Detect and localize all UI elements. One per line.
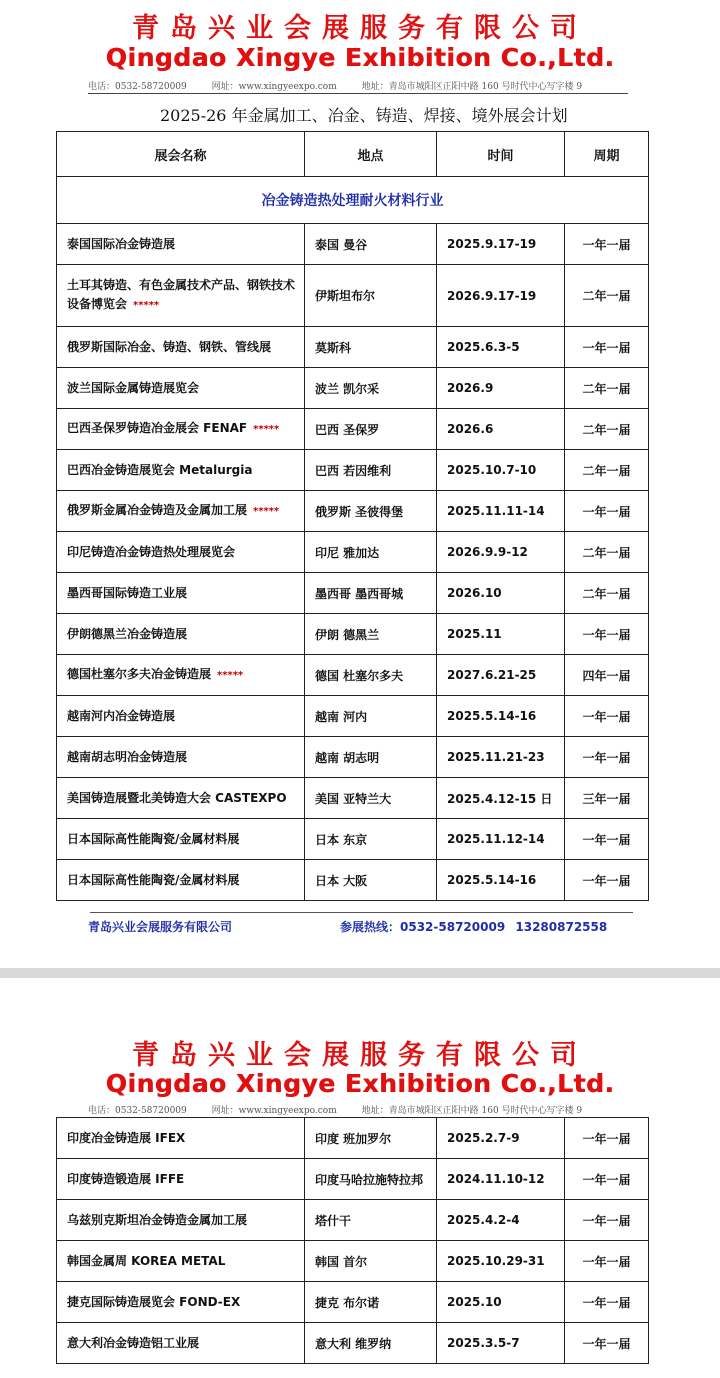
exhibition-cycle [565,327,649,368]
exhibition-location-text: 印尼 雅加达 [315,545,380,560]
exhibition-name-text: 墨西哥国际铸造工业展 [67,585,188,600]
exhibition-cycle [565,737,649,778]
exhibition-name [57,1323,305,1364]
table-row [57,1200,649,1241]
exhibition-cycle [565,778,649,819]
table-row [57,1241,649,1282]
table-row [57,573,649,614]
table-header-row [57,132,649,177]
exhibition-name-text: 巴西圣保罗铸造冶金展会 FENAF [67,421,248,435]
exhibition-name [57,573,305,614]
exhibition-location [305,737,437,778]
company-name-en: Qingdao Xingye Exhibition Co.,Ltd. [105,43,615,72]
footer-company: 青岛兴业会展服务有限公司 [88,920,233,934]
exhibition-cycle-text: 二年一届 [582,463,631,478]
exhibition-name [57,1282,305,1323]
exhibition-location [305,1323,437,1364]
exhibition-name [57,737,305,778]
exhibition-name-text: 意大利冶金铸造铝工业展 [67,1335,200,1350]
exhibition-location-text: 巴西 圣保罗 [315,422,380,437]
table-row [57,450,649,491]
page-separator [0,968,720,978]
exhibition-location [305,614,437,655]
exhibition-name-text: 俄罗斯国际冶金、铸造、钢铁、管线展 [67,339,272,354]
table-row [57,696,649,737]
table-row [57,327,649,368]
exhibition-location [305,655,437,696]
exhibition-cycle [565,1159,649,1200]
header-name: 展会名称 [57,132,305,177]
phone: 电话：0532-58720009 [88,1106,187,1116]
exhibition-location [305,778,437,819]
exhibition-time [437,1323,565,1364]
exhibition-time [437,224,565,265]
table-row [57,614,649,655]
exhibition-time-text: 2025.2.7-9 [447,1131,520,1145]
exhibition-location-text: 伊朗 德黑兰 [315,627,380,642]
exhibition-time [437,1118,565,1159]
exhibition-location [305,1282,437,1323]
recommended-stars: ***** [217,670,244,681]
exhibition-name-text: 印度铸造锻造展 IFFE [67,1171,185,1186]
exhibition-cycle [565,1118,649,1159]
exhibition-location [305,450,437,491]
exhibition-time [437,819,565,860]
exhibition-name-text: 印度冶金铸造展 IFEX [67,1130,186,1145]
exhibition-name-text: 越南河内冶金铸造展 [67,708,176,723]
exhibition-cycle-text: 一年一届 [582,709,631,724]
exhibition-cycle-text: 一年一届 [582,873,631,888]
exhibition-name [57,1241,305,1282]
website: 网址：www.xingyeexpo.com [211,1106,337,1116]
exhibition-cycle-text: 一年一届 [582,832,631,847]
exhibition-cycle [565,1200,649,1241]
exhibition-location-text: 日本 东京 [315,832,368,847]
exhibition-name-text: 印尼铸造冶金铸造热处理展览会 [67,544,236,559]
exhibition-location-text: 越南 河内 [315,709,368,724]
recommended-stars: ***** [253,424,280,435]
exhibition-location [305,265,437,327]
exhibition-location [305,1200,437,1241]
exhibition-name [57,655,305,696]
exhibition-name-text: 巴西冶金铸造展览会 Metalurgia [67,462,253,477]
exhibition-location-text: 捷克 布尔诺 [315,1295,380,1310]
exhibition-cycle [565,655,649,696]
exhibition-cycle [565,265,649,327]
exhibition-time [437,491,565,532]
table-row [57,409,649,450]
exhibition-name [57,1159,305,1200]
exhibition-cycle [565,1282,649,1323]
exhibition-name-text: 泰国国际冶金铸造展 [67,236,176,251]
exhibition-name [57,819,305,860]
exhibition-location [305,327,437,368]
exhibition-name-text: 土耳其铸造、有色金属技术产品、钢铁技术设备博览会 [67,278,296,311]
exhibition-time [437,696,565,737]
table-row [57,860,649,901]
exhibition-time-text: 2025.3.5-7 [447,1336,520,1350]
exhibition-cycle-text: 一年一届 [582,504,631,519]
exhibition-time [437,368,565,409]
exhibition-cycle-text: 二年一届 [582,381,631,396]
exhibition-time-text: 2025.9.17-19 [447,237,537,251]
exhibition-location-text: 越南 胡志明 [315,750,380,765]
exhibition-cycle-text: 二年一届 [582,586,631,601]
exhibition-name [57,778,305,819]
table-row [57,819,649,860]
exhibition-name-text: 日本国际高性能陶瓷/金属材料展 [67,872,240,887]
exhibition-time-text: 2025.10.29-31 [447,1254,545,1268]
exhibition-time-text: 2026.6 [447,422,494,436]
hotline-phone: 参展热线：0532-58720009 [340,920,506,934]
table-row [57,265,649,327]
company-name-cn: 青岛兴业会展服务有限公司 [132,13,588,44]
exhibition-name [57,491,305,532]
exhibition-location [305,1118,437,1159]
exhibition-location-text: 俄罗斯 圣彼得堡 [315,504,404,519]
exhibition-time [437,1200,565,1241]
exhibition-time-text: 2025.4.12-15 日 [447,791,553,806]
exhibition-location-text: 墨西哥 墨西哥城 [315,586,404,601]
exhibition-cycle [565,224,649,265]
exhibition-cycle [565,614,649,655]
exhibition-time [437,573,565,614]
exhibition-name-text: 乌兹别克斯坦冶金铸造金属加工展 [67,1212,248,1227]
exhibition-cycle-text: 三年一届 [582,791,631,806]
exhibition-time [437,860,565,901]
exhibition-name [57,1118,305,1159]
exhibition-name [57,409,305,450]
exhibition-time-text: 2025.11 [447,627,502,641]
exhibition-location [305,1159,437,1200]
exhibition-time-text: 2025.11.12-14 [447,832,545,846]
section-title: 冶金铸造热处理耐火材料行业 [57,177,649,224]
exhibition-cycle-text: 一年一届 [582,1254,631,1269]
section-row [57,177,649,224]
document-page-2 [0,978,720,1378]
exhibition-cycle [565,573,649,614]
exhibition-time-text: 2026.9.17-19 [447,288,537,303]
table-row [57,1282,649,1323]
exhibition-cycle-text: 一年一届 [582,340,631,355]
exhibition-location [305,368,437,409]
table-row [57,1323,649,1364]
exhibition-cycle [565,1241,649,1282]
footer-hotline [340,918,607,935]
exhibition-location-text: 塔什干 [315,1213,352,1228]
exhibition-time [437,409,565,450]
exhibition-location-text: 印度 班加罗尔 [315,1131,392,1146]
exhibition-time [437,532,565,573]
exhibition-time [437,265,565,327]
exhibition-time-text: 2025.5.14-16 [447,873,537,887]
exhibition-location-text: 德国 杜塞尔多夫 [315,668,404,683]
exhibition-cycle-text: 一年一届 [582,1131,631,1146]
table-row [57,1159,649,1200]
exhibition-cycle-text: 二年一届 [582,545,631,560]
exhibition-time-text: 2025.10 [447,1295,502,1309]
exhibition-location-text: 美国 亚特兰大 [315,791,392,806]
exhibition-name [57,696,305,737]
exhibition-location-text: 日本 大阪 [315,873,368,888]
table-row [57,491,649,532]
exhibition-cycle-text: 二年一届 [582,289,631,303]
table-row [57,655,649,696]
phone: 电话：0532-58720009 [88,82,187,92]
company-name-en: Qingdao Xingye Exhibition Co.,Ltd. [105,1069,615,1098]
exhibition-location [305,409,437,450]
exhibition-cycle-text: 一年一届 [582,1295,631,1310]
exhibition-location [305,573,437,614]
exhibition-time [437,327,565,368]
exhibition-cycle [565,532,649,573]
exhibition-time-text: 2025.11.21-23 [447,750,545,764]
exhibition-location-text: 意大利 维罗纳 [315,1336,392,1351]
contact-line [88,1103,628,1118]
exhibition-name-text: 美国铸造展暨北美铸造大会 CASTEXPO [67,790,287,805]
exhibition-name-text: 伊朗德黑兰冶金铸造展 [67,626,188,641]
exhibition-location-text: 巴西 若因维利 [315,463,392,478]
exhibition-cycle [565,696,649,737]
exhibition-time [437,450,565,491]
exhibition-cycle-text: 一年一届 [582,750,631,765]
exhibition-time [437,737,565,778]
exhibition-name-text: 越南胡志明冶金铸造展 [67,749,188,764]
exhibition-cycle-text: 二年一届 [582,422,631,437]
exhibition-cycle-text: 一年一届 [582,237,631,252]
exhibition-time-text: 2025.11.11-14 [447,504,545,518]
exhibition-cycle-text: 一年一届 [582,1213,631,1228]
table-row [57,224,649,265]
header-cycle: 周期 [565,132,649,177]
exhibition-location [305,696,437,737]
company-name-cn: 青岛兴业会展服务有限公司 [132,1040,588,1071]
exhibition-cycle [565,450,649,491]
recommended-stars: ***** [253,506,280,517]
exhibition-name [57,614,305,655]
exhibition-location-text: 泰国 曼谷 [315,237,368,252]
exhibition-time-text: 2025.6.3-5 [447,340,520,354]
exhibition-location [305,224,437,265]
exhibition-time-text: 2026.9.9-12 [447,545,528,559]
exhibition-time-text: 2026.10 [447,586,502,600]
exhibition-location-text: 印度马哈拉施特拉邦 [315,1172,424,1187]
contact-line [88,79,628,94]
exhibition-location-text: 莫斯科 [315,340,352,355]
exhibition-location-text: 韩国 首尔 [315,1254,368,1269]
table-row [57,778,649,819]
exhibition-name-text: 俄罗斯金属冶金铸造及金属加工展 [67,503,248,517]
exhibition-name-text: 波兰国际金属铸造展览会 [67,380,200,395]
exhibition-name [57,265,305,327]
exhibition-location [305,532,437,573]
exhibition-time-text: 2025.5.14-16 [447,709,537,723]
address: 地址：青岛市城阳区正阳中路 160 号时代中心写字楼 9 [361,1106,583,1116]
exhibition-cycle [565,819,649,860]
exhibition-time [437,655,565,696]
exhibition-time-text: 2024.11.10-12 [447,1172,545,1186]
recommended-stars: ***** [133,300,160,311]
exhibition-cycle-text: 一年一届 [582,627,631,642]
exhibition-location [305,491,437,532]
exhibition-location [305,860,437,901]
exhibition-name-text: 德国杜塞尔多夫冶金铸造展 [67,667,212,681]
header-time: 时间 [437,132,565,177]
exhibition-time-text: 2025.10.7-10 [447,463,537,477]
exhibition-time-text: 2025.4.2-4 [447,1213,520,1227]
footer-divider [90,912,633,913]
hotline-mobile: 13280872558 [515,920,608,934]
exhibition-name-text: 韩国金属周 KOREA METAL [67,1253,226,1268]
exhibition-table-continued [56,1117,649,1364]
exhibition-time-text: 2027.6.21-25 [447,668,537,682]
exhibition-name-text: 捷克国际铸造展览会 FOND-EX [67,1294,241,1309]
exhibition-time-text: 2026.9 [447,381,494,395]
exhibition-name [57,327,305,368]
exhibition-cycle-text: 一年一届 [582,1172,631,1187]
exhibition-name [57,1200,305,1241]
exhibition-name [57,450,305,491]
exhibition-time [437,1159,565,1200]
address: 地址：青岛市城阳区正阳中路 160 号时代中心写字楼 9 [361,82,583,92]
exhibition-cycle [565,860,649,901]
plan-title: 2025-26 年金属加工、冶金、铸造、焊接、境外展会计划 [160,106,568,125]
exhibition-cycle-text: 一年一届 [582,1336,631,1351]
exhibition-location [305,1241,437,1282]
exhibition-table [56,131,649,901]
table-row [57,368,649,409]
table-row [57,532,649,573]
table-row [57,737,649,778]
website: 网址：www.xingyeexpo.com [211,82,337,92]
exhibition-name-text: 日本国际高性能陶瓷/金属材料展 [67,831,240,846]
exhibition-cycle [565,1323,649,1364]
exhibition-time [437,1282,565,1323]
header-location: 地点 [305,132,437,177]
exhibition-name [57,368,305,409]
exhibition-cycle [565,368,649,409]
exhibition-location-text: 波兰 凯尔采 [315,381,380,396]
exhibition-cycle-text: 四年一届 [582,668,631,683]
exhibition-time [437,1241,565,1282]
exhibition-name [57,224,305,265]
exhibition-cycle [565,409,649,450]
exhibition-time [437,614,565,655]
table-row [57,1118,649,1159]
exhibition-time [437,778,565,819]
exhibition-name [57,532,305,573]
exhibition-location-text: 伊斯坦布尔 [315,289,376,303]
exhibition-location [305,819,437,860]
exhibition-cycle [565,491,649,532]
exhibition-name [57,860,305,901]
